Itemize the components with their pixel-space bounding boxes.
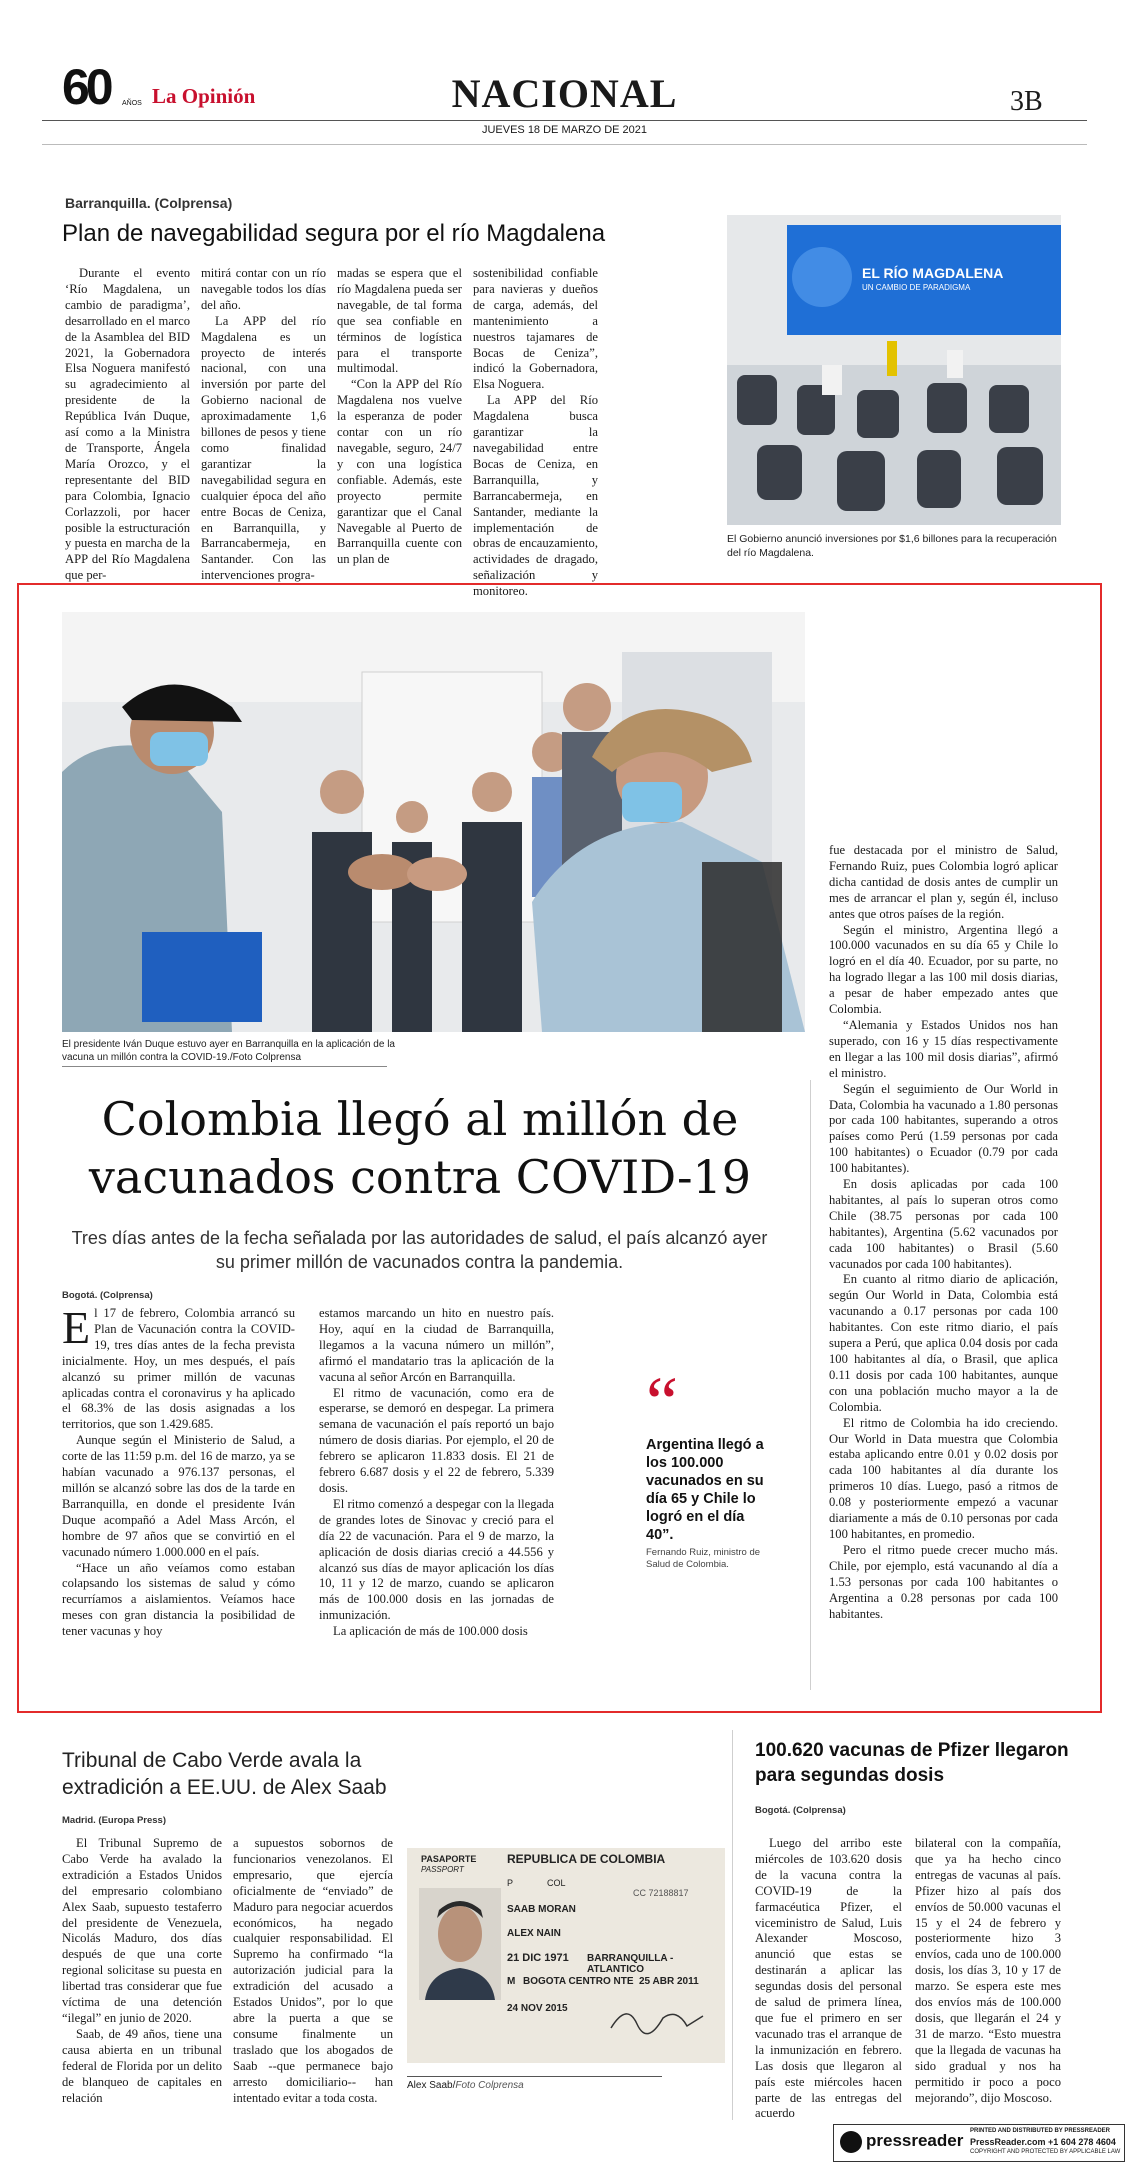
paragraph: Durante el evento ‘Río Magdalena, un cambio de paradigma’, desarrollado en el marco de la Asamblea del BID 2021, la Gobernadora Elsa Noguera manifestó su agradecimiento al presidente de la República Iván Duque, así como a la Ministra de Transporte, Ángela María Orozco, y el representante del BID para Colombia, Ignacio Corlazzoli, por hacer posible la estructuración y puesta en marcha de la APP del Río Magdalena que per- — [65, 266, 190, 583]
article4-col1 — [755, 1836, 902, 2122]
paragraph: El Tribunal Supremo de Cabo Verde ha avalado la extradición a Estados Unidos del empresario colombiano Alex Saab, supuesto testaferro del presidente de Venezuela, Nicolás Maduro, dos días después de que una corte regional solicitase su puesta en libertad tras considerar que fue víctima de una detención “ilegal” en junio de 2020. — [62, 1836, 222, 2025]
article3-photo-credit — [407, 2080, 524, 2091]
bottom-divider — [732, 1730, 733, 2120]
logo-number: 60 — [62, 59, 110, 115]
paragraph: fue destacada por el ministro de Salud, Fernando Ruiz, pues Colombia logró aplicar dicha cantidad de dosis antes de cumplir un mes de arrancar el plan y, según él, incluso antes que otros países de la región. — [829, 843, 1058, 921]
article1-caption: El Gobierno anunció inversiones por $1,6 billones para la recuperación del río Magdalena. — [727, 533, 1057, 559]
pressreader-brand: pressreader — [866, 2131, 964, 2150]
column-divider — [810, 1080, 811, 1690]
credit-source: Foto Colprensa — [455, 2080, 524, 2091]
pressreader-line3: COPYRIGHT AND PROTECTED BY APPLICABLE LAW — [970, 2149, 1121, 2155]
article1-headline: Plan de navegabilidad segura por el río Magdalena — [62, 220, 606, 247]
pressreader-line2: PressReader.com +1 604 278 4604 — [970, 2137, 1116, 2147]
passport-signature — [607, 1998, 707, 2038]
paragraph: “Hace un año veíamos como estaban colapsando los sistemas de salud y cómo recurríamos a aislamientos. Veíamos hace meses con gran distancia la posibilidad de tener vacunas y hoy — [62, 1560, 295, 1639]
article1-dateline: Barranquilla. (Colprensa) — [65, 195, 233, 211]
paragraph: l 17 de febrero, Colombia arrancó su Plan de Vacunación contra la COVID-19, tres días antes de la fecha prevista inicialmente. Hoy, un mes después, el país alcanzó su primer millón de vacunas aplicadas contra el coronavirus y ha aplicado el 68.3% de las dosis asignadas a los territorios, que son 1.429.685. — [62, 1306, 295, 1432]
credit-name: Alex Saab/ — [407, 2080, 456, 2091]
article2-col2 — [319, 1306, 554, 1640]
section-title: NACIONAL — [451, 71, 678, 116]
passport-label-es: PASAPORTE — [421, 1854, 477, 1864]
paragraph: Según el ministro, Argentina llegó a 100.000 vacunados en su día 65 y Chile lo logró en el día 40. Ecuador, por su parte, no ha logrado llegar a las 100 mil dosis diarias, a pesar de haber empezado antes que Colombia. — [829, 922, 1058, 1017]
quote-mark: “ — [646, 1362, 678, 1442]
article2-col1 — [62, 1302, 295, 1640]
paragraph: estamos marcando un hito en nuestro país. Hoy, aquí en la ciudad de Barranquilla, llegamos a la vacuna número un millón”, afirmó el mandatario tras la aplicación de la vacuna al señor Arcón en Barranquilla. — [319, 1306, 554, 1384]
article3-col1 — [62, 1836, 222, 2106]
paragraph: El ritmo de Colombia ha ido creciendo. Our World in Data muestra que Colombia estaba aplicando entre 0.01 y 0.02 dosis por cada 100 habitantes al día durante los primeros 10 días. Luego, pasó a ritmos de 0.08 y posteriormente empezó a vacunar diariamente a más de 0.10 personas por cada 100 habitantes, en promedio. — [829, 1415, 1058, 1541]
paragraph: bilateral con la compañía, que ya ha hecho cinco entregas de vacunas al país. Pfizer hizo al país dos envíos de 50.000 vacunas el 15 y el 24 de febrero y posteriormente hizo 3 envíos, cada uno de 100.000 dosis, los días 3, 10 y 17 de marzo. Se espera este mes dos envíos más de 100.000 dosis, que llegarán el 24 y 31 de marzo. “Esto muestra que la llegada de vacunas ha sido gradual y nos ha permitido ir poco a poco mejorando”, dijo Moscoso. — [915, 1836, 1061, 2105]
passport-number: CC 72188817 — [633, 1888, 689, 1898]
article3-col2 — [233, 1836, 393, 2106]
pressreader-icon — [840, 2131, 862, 2153]
header-rule-bottom — [42, 144, 1087, 145]
paragraph: “Alemania y Estados Unidos nos han superado, con 16 y 15 días respectivamente en llegar a las 100 mil dosis diarias”, afirmó el ministro. — [829, 1017, 1058, 1080]
quote-text: Argentina llegó a los 100.000 vacunados en su día 65 y Chile lo logró en el día 40”. — [646, 1437, 764, 1543]
paragraph: madas se espera que el río Magdalena pueda ser navegable, de tal forma que sea confiable en términos de logística para el transporte multimodal. — [337, 266, 462, 376]
article2-col3 — [829, 843, 1058, 1622]
article2-caption: El presidente Iván Duque estuvo ayer en Barranquilla en la aplicación de la vacuna un millón contra la COVID-19./Foto Colprensa — [62, 1039, 395, 1063]
article3-headline: Tribunal de Cabo Verde avala la extradición a EE.UU. de Alex Saab — [62, 1749, 387, 1799]
article4-headline: 100.620 vacunas de Pfizer llegaron para segundas dosis — [755, 1740, 1069, 1786]
article3-dateline: Madrid. (Europa Press) — [62, 1815, 166, 1826]
dropcap: E — [62, 1302, 91, 1353]
paragraph: “Con la APP del Río Magdalena nos vuelve la esperanza de poder contar con un río navegable, seguro, 24/7 y con una logística confiable. Además, este proyecto permite garantizar que el Canal Navegable al Puerto de Barranquilla cuente con un plan de — [337, 377, 462, 567]
article2-photo — [62, 612, 805, 1032]
passport-birth: 21 DIC 1971 — [507, 1952, 569, 1964]
article1-col3 — [337, 266, 462, 568]
article2-dateline: Bogotá. (Colprensa) — [62, 1290, 153, 1301]
paragraph: Pero el ritmo puede crecer mucho más. Chile, por ejemplo, está vacunando al día a 1.53 personas por cada 100 habitantes o Argentina a 0.28 personas por cada 100 habitantes. — [829, 1542, 1058, 1621]
paragraph: En dosis aplicadas por cada 100 habitantes, al país lo superan otros como Chile (38.75 personas por cada 100 habitantes), Argentina (5.62 vacunados por cada 100 habitantes) o Brasil (5.60 vacunados por cada 100 habitantes). — [829, 1177, 1058, 1271]
header-rule — [42, 120, 1087, 121]
passport-image — [407, 1848, 725, 2063]
article1-col4 — [473, 266, 598, 600]
passport-code: COL — [547, 1878, 566, 1888]
caption-rule — [62, 1066, 387, 1067]
paragraph: El ritmo de vacunación, como era de esperarse, se demoró en despegar. La primera semana de vacunación el país reportó un bajo número de dosis diarias. Por ejemplo, el 20 de febrero se aplicaron 11.833 dosis. El 21 de febrero 6.687 dosis y el 22 de febrero, 5.339 dosis. — [319, 1385, 554, 1495]
issue-date: JUEVES 18 DE MARZO DE 2021 — [481, 124, 648, 136]
pressreader-badge[interactable] — [833, 2124, 1125, 2162]
article1-photo — [727, 215, 1061, 525]
paragraph: Según el seguimiento de Our World in Data, Colombia ha vacunado a 1.80 personas por cada 100 habitantes, superando a otros países como Perú (1.59 personas por cada 100 habitantes) o Ecuador (0.79 por cada 100 habitantes). — [829, 1081, 1058, 1176]
passport-surname: SAAB MORAN — [507, 1904, 576, 1915]
screen-subtitle: UN CAMBIO DE PARADIGMA — [862, 283, 971, 292]
paragraph: La APP del Río Magdalena busca garantizar la navegabilidad entre Bocas de Ceniza, en Barranquilla, y Barrancabermeja, en Santander, mediante la implementación de obras de encauzamiento, actividades de dragado, señalización y monitoreo. — [473, 393, 598, 599]
passport-label-en: PASSPORT — [421, 1865, 464, 1874]
paragraph: sostenibilidad confiable para navieras y dueños de carga, además, del mantenimiento a nuestros tajamares de Bocas de Ceniza”, indicó la Gobernadora, Elsa Noguera. — [473, 266, 598, 392]
paragraph: En cuanto al ritmo diario de aplicación, según Our World in Data, Colombia está vacunando a 0.17 personas por cada 100 habitantes. Con este ritmo diario, el país supera a Perú, que aplica 0.04 dosis por cada 100 habitantes al día, o Brasil, que aplica 0.11 dosis por cada 100 habitantes, aunque con una población mucho mayor a la de Colombia. — [829, 1272, 1058, 1414]
passport-sex: M — [507, 1976, 516, 1987]
article4-col2 — [915, 1836, 1061, 2106]
paragraph: Luego del arribo este miércoles de 103.620 dosis de la vacuna contra la COVID-19 de la farmacéutica Pfizer, el viceministro de Salud, Luis Alexander Moscoso, anunció que estas se destinarán a aplicar las segundas dosis del personal de salud de primera línea, que fue el primero en ser vacunado tras el arranque de la inmunización en febrero. Las dosis que llegaron al país este miércoles hacen parte de las entregas del acuerdo — [755, 1836, 902, 2121]
passport-rule — [407, 2076, 662, 2077]
paragraph: Aunque según el Ministerio de Salud, a corte de las 11:59 p.m. del 16 de marzo, ya se habían vacunado a 976.137 personas, el millón se alcanzó sobre las dos de la tarde en Barranquilla, en donde el presidente Iván Duque acompañó a Adel Mass Arcón, el hombre de 97 años que se convirtió en el vacunado número 1.000.000 en el país. — [62, 1433, 295, 1559]
article1-col2 — [201, 266, 326, 584]
paragraph: mitirá contar con un río navegable todos los días del año. — [201, 266, 326, 312]
passport-given: ALEX NAIN — [507, 1928, 561, 1939]
article2-deck: Tres días antes de la fecha señalada por las autoridades de salud, el país alcanzó ayer su primer millón de vacunados contra la pandemia. — [71, 1228, 768, 1272]
screen-title: EL RÍO MAGDALENA — [862, 265, 1004, 281]
passport-birthplace: BARRANQUILLA - ATLANTICO — [587, 1953, 674, 1975]
article2-headline-line2: vacunados contra COVID-19 — [88, 1150, 752, 1204]
paragraph: Saab, de 49 años, tiene una causa abierta en un tribunal federal de Florida por un delito de blanqueo de capitales en relación — [62, 2026, 222, 2105]
paragraph: La APP del río Magdalena es un proyecto de interés nacional, con una inversión por parte del Gobierno nacional de aproximadamente 1,6 billones de pesos y tiene como finalidad garantizar la navegabilidad segura en cualquier época del año entre Bocas de Ceniza, en Barranquilla, y Barrancabermeja, en Santander. Con las intervenciones progra- — [201, 313, 326, 583]
logo-anos: AÑOS — [122, 100, 142, 107]
article1-col1 — [65, 266, 190, 584]
paragraph: La aplicación de más de 100.000 dosis — [333, 1624, 528, 1639]
article2-headline-line1: Colombia llegó al millón de — [101, 1092, 739, 1146]
page-number: 3B — [1010, 86, 1043, 117]
article4-dateline: Bogotá. (Colprensa) — [755, 1805, 846, 1816]
passport-issue-date: 25 ABR 2011 — [639, 1976, 699, 1987]
passport-type: P — [507, 1878, 514, 1888]
logo-name: La Opinión — [152, 84, 256, 108]
pressreader-line1: PRINTED AND DISTRIBUTED BY PRESSREADER — [970, 2128, 1111, 2134]
passport-photo — [419, 1888, 501, 2000]
passport-expiry: 24 NOV 2015 — [507, 2003, 568, 2014]
pull-quote — [646, 1362, 771, 1571]
paragraph: a supuestos sobornos de funcionarios venezolanos. El empresario, que ejercía oficialmente de “enviado” de Maduro para negociar acuerdos económicos, ha negado cualquier responsabilidad. El Supremo ha confirmado “la autorización judicial para la extradición del acusado a Estados Unidos”, por lo que abre la puerta a que se consume finalmente un traslado que los abogados de Saab --que permanece bajo arresto domiciliario-- han intentado evitar a toda costa. — [233, 1836, 393, 2105]
passport-country: REPUBLICA DE COLOMBIA — [507, 1852, 666, 1866]
quote-attribution: Fernando Ruiz, ministro de Salud de Colombia. — [646, 1547, 761, 1570]
passport-issued-at: BOGOTA CENTRO NTE — [523, 1976, 634, 1987]
paragraph: El ritmo comenzó a despegar con la llegada de grandes lotes de Sinovac y creció para el día 22 de vacunación. Para el 9 de marzo, la aplicación de dosis diarias creció a 44.556 y alcanzó sus días de mayor aplicación los días 10, 11 y 12 de marzo, cuando se aplicaron más de 100.000 dosis en las jornadas de inmunización. — [319, 1496, 554, 1623]
